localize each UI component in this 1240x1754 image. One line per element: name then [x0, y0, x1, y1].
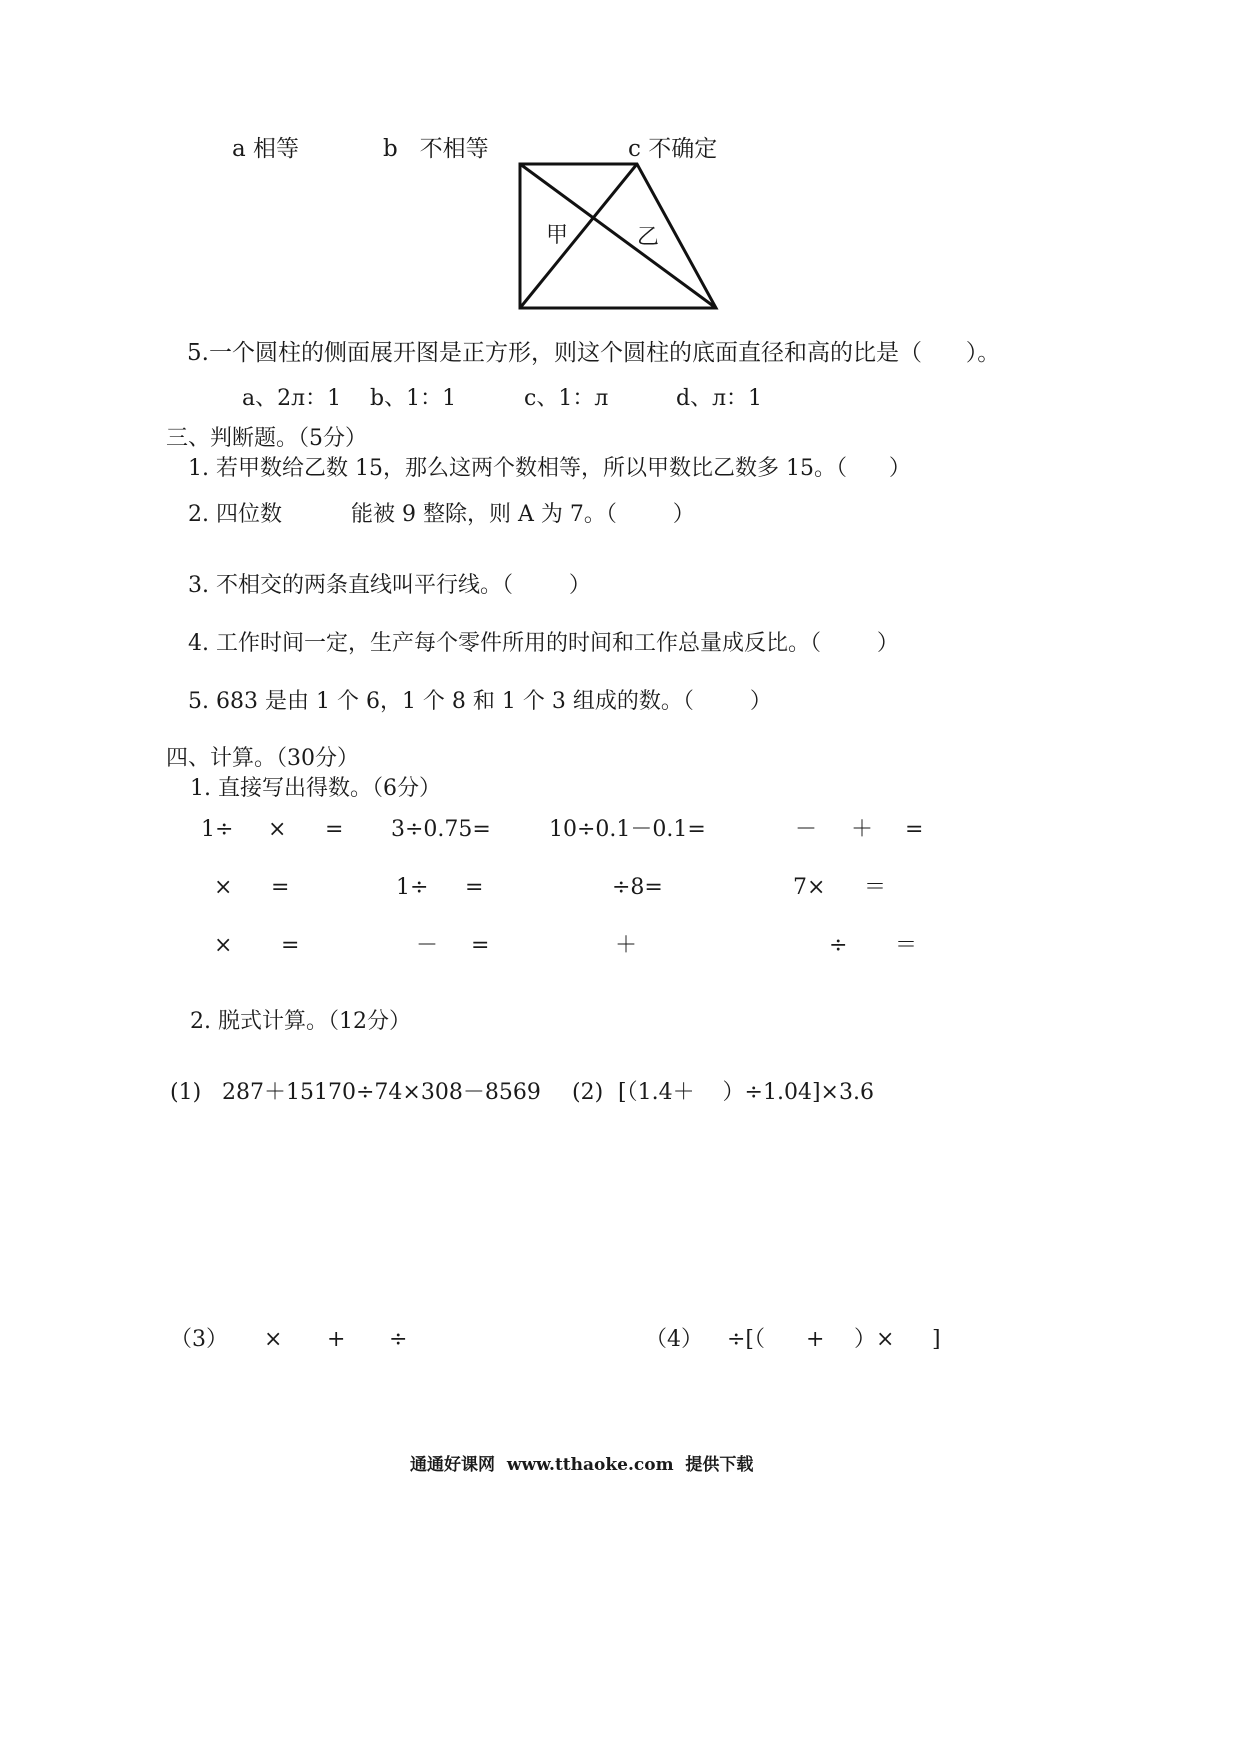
footer-text: 通通好课网 www.tthaoke.com 提供下载 [410, 1455, 754, 1475]
figure-label-yi: 乙 [637, 225, 660, 250]
problem-2-label: (2) [572, 1080, 604, 1105]
r3-c4: = [471, 933, 490, 958]
r1-c1: 1÷ [201, 817, 234, 842]
r1-c5: 10÷0.1－0.1= [549, 817, 706, 842]
problem-4-part2: + [806, 1327, 825, 1352]
q5-text: 5.一个圆柱的侧面展开图是正方形，则这个圆柱的底面直径和高的比是（ ）。 [187, 340, 1001, 366]
tf-item-2a: 2. 四位数 [188, 502, 282, 527]
r1-c6: － [795, 817, 818, 842]
r3-c5: ＋ [615, 933, 638, 958]
r2-c5: ÷8= [612, 875, 663, 900]
r3-c6: ÷ [829, 933, 848, 958]
r2-c4: = [465, 875, 484, 900]
r1-c7: ＋ [851, 817, 874, 842]
q5-option-d: d、л：1 [676, 386, 763, 411]
tf-item-3: 3. 不相交的两条直线叫平行线。（ ） [188, 573, 591, 598]
problem-4-part1: ÷[（ [727, 1327, 766, 1352]
problem-3-label: （3） [170, 1327, 228, 1352]
r2-c3: 1÷ [396, 875, 429, 900]
r1-c8: = [905, 817, 924, 842]
r1-c4: 3÷0.75= [391, 817, 491, 842]
section3-title: 三、判断题。（5分） [166, 426, 367, 451]
r3-c7: ＝ [895, 933, 918, 958]
q5-option-b: b、1：1 [370, 386, 457, 411]
choice-a: a 相等 [232, 136, 300, 162]
r2-c7: ＝ [864, 875, 887, 900]
tf-item-2b: 能被 9 整除，则 A 为 7。（ ） [351, 502, 695, 527]
problem-1-expression: 287＋15170÷74×308－8569 [222, 1080, 541, 1105]
choice-c: c 不确定 [628, 136, 718, 162]
section4-title: 四、计算。（30分） [166, 746, 359, 771]
problem-3-op1: × [264, 1327, 283, 1352]
choice-b: b 不相等 [383, 136, 489, 162]
r3-c1: × [214, 933, 233, 958]
q5-option-c: c、1：л [524, 386, 609, 411]
r2-c6: 7× [793, 875, 826, 900]
r1-c3: = [325, 817, 344, 842]
tf-item-4: 4. 工作时间一定，生产每个零件所用的时间和工作总量成反比。（ ） [188, 631, 899, 656]
problem-3-op3: ÷ [389, 1327, 408, 1352]
r2-c1: × [214, 875, 233, 900]
problem-4-label: （4） [645, 1327, 703, 1352]
tf-item-1: 1. 若甲数给乙数 15，那么这两个数相等，所以甲数比乙数多 15。（ ） [188, 456, 911, 481]
r3-c3: － [416, 933, 439, 958]
part1-title: 1. 直接写出得数。（6分） [190, 776, 441, 801]
r2-c2: = [271, 875, 290, 900]
r1-c2: × [268, 817, 287, 842]
problem-1-label: (1) [170, 1080, 202, 1105]
part2-title: 2. 脱式计算。（12分） [190, 1009, 411, 1034]
tf-item-5: 5. 683 是由 1 个 6，1 个 8 和 1 个 3 组成的数。（ ） [188, 689, 772, 714]
q5-option-a: a、2л：1 [242, 386, 342, 411]
problem-4-part3: ）× [854, 1327, 895, 1352]
figure-label-jia: 甲 [546, 223, 569, 248]
r3-c2: = [281, 933, 300, 958]
problem-2-expression: [（1.4＋ ）÷1.04]×3.6 [618, 1080, 874, 1105]
problem-4-part4: ] [932, 1327, 941, 1352]
problem-3-op2: + [327, 1327, 346, 1352]
